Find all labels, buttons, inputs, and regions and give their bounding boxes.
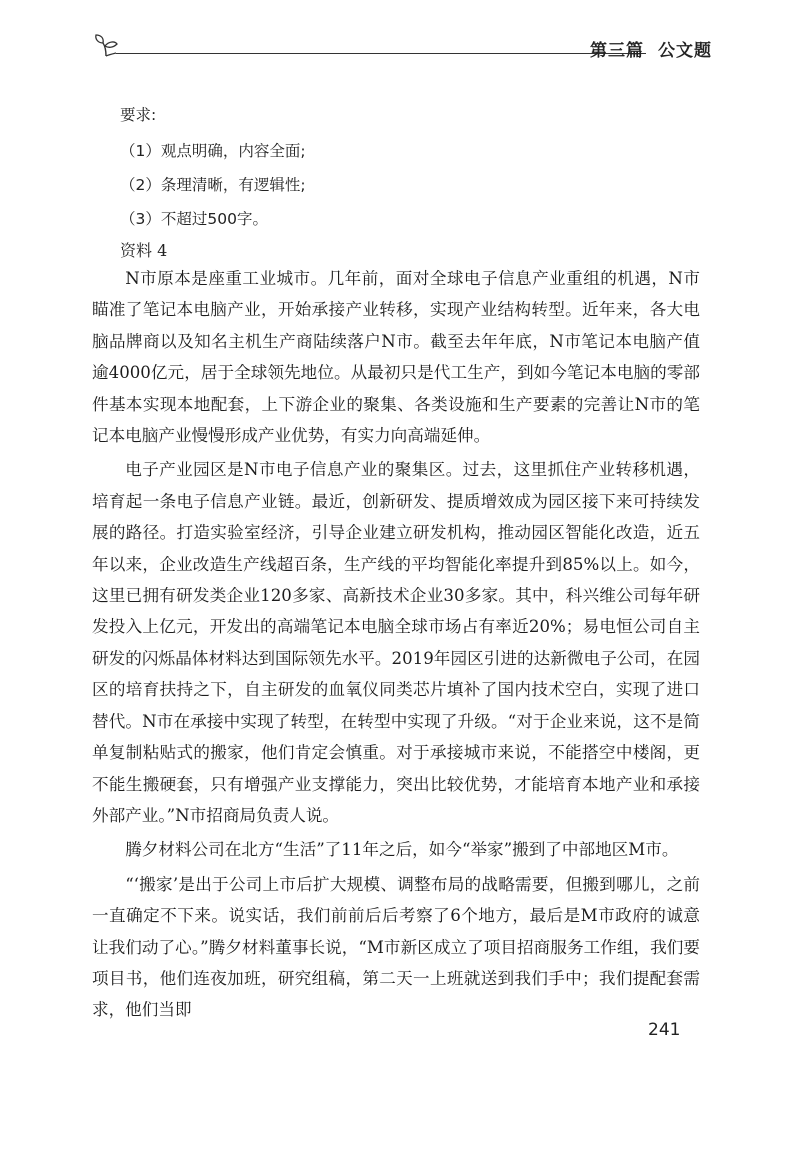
header-section: 公文题 <box>658 41 712 61</box>
requirement-item: （1）观点明确，内容全面; <box>120 142 306 160</box>
body-paragraph: 腾夕材料公司在北方“生活”了11年之后，如今“举家”搬到了中部地区M市。 <box>125 840 679 860</box>
header-rule <box>116 53 646 54</box>
header-part: 第三篇 <box>590 41 644 61</box>
material-body <box>92 263 700 1026</box>
body-paragraph: N市原本是座重工业城市。几年前，面对全球电子信息产业重组的机遇，N市瞄准了笔记本电脑产业，开始承接产业转移，实现产业结构转型。近年来，各大电脑品牌商以及知名主机生产商陆续落户N市。截至去年年底，N市笔记本电脑产值逾4000亿元，居于全球领先地位。从最初只是代工生产，到如今笔记本电脑的零部件基本实现本地配套，上下游企业的聚集、各类设施和生产要素的完善让N市的笔记本电脑产业慢慢形成产业优势，有实力向高端延伸。 <box>92 269 700 446</box>
requirements-heading: 要求: <box>120 106 157 124</box>
running-header <box>92 30 712 60</box>
requirement-item: （3）不超过500字。 <box>120 210 268 228</box>
body-paragraph: 电子产业园区是N市电子信息产业的聚集区。过去，这里抓住产业转移机遇，培育起一条电子信息产业链。最近，创新研发、提质增效成为园区接下来可持续发展的路径。打造实验室经济，引导企业建立研发机构，推动园区智能化改造，近五年以来，企业改造生产线超百条，生产线的平均智能化率提升到85%以上。如今，这里已拥有研发类企业120多家、高新技术企业30多家。其中，科兴维公司每年研发投入上亿元，开发出的高端笔记本电脑全球市场占有率近20%；易电恒公司自主研发的闪烁晶体材料达到国际领先水平。2019年园区引进的达新微电子公司，在园区的培育扶持之下，自主研发的血氧仪同类芯片填补了国内技术空白，实现了进口替代。N市在承接中实现了转型，在转型中实现了升级。“对于企业来说，这不是简单复制粘贴式的搬家，他们肯定会慎重。对于承接城市来说，不能搭空中楼阁，更不能生搬硬套，只有增强产业支撑能力，突出比较优势，才能培育本地产业和承接外部产业。”N市招商局负责人说。 <box>92 460 700 825</box>
page-number: 241 <box>648 1020 681 1040</box>
material-title: 资料 4 <box>120 241 168 260</box>
header-title <box>590 36 712 61</box>
body-paragraph: “‘搬家’是出于公司上市后扩大规模、调整布局的战略需要，但搬到哪儿，之前一直确定不下来。说实话，我们前前后后考察了6个地方，最后是M市政府的诚意让我们动了心。”腾夕材料董事长说，“M市新区成立了项目招商服务工作组，我们要项目书，他们连夜加班，研究组稿，第二天一上班就送到我们手中；我们提配套需求，他们当即 <box>92 874 700 1020</box>
requirement-item: （2）条理清晰，有逻辑性; <box>120 176 306 194</box>
requirements <box>120 98 306 236</box>
